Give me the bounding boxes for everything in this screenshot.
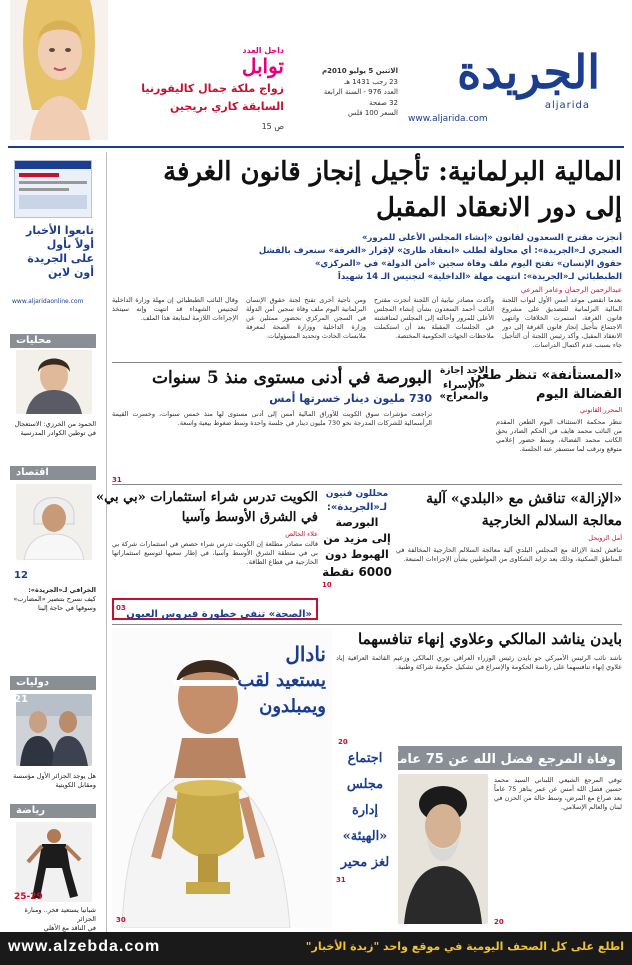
analysts-line3: البورصة: [335, 516, 379, 529]
footer-tagline: اطلع على كل الصحف اليومية في موقع واحد "زبدة الأخبار": [305, 940, 624, 953]
masthead-divider: [8, 146, 624, 148]
promo-photo: [10, 0, 108, 140]
story-removal-line2: معالجة السلالم الخارجية: [481, 513, 622, 529]
online-ad-line1: تابعوا الأخبار: [26, 224, 94, 237]
main-body-col4: وقال النائب الطبطبائي إن مهلة وزارة الداخلية لتجنيس الشهداء قد انتهت وإنه سيتخذ الإجراءات اللازمة لمتابعة هذا الملف.: [112, 296, 238, 322]
main-bullets: [112, 232, 622, 284]
main-headline[interactable]: [112, 154, 622, 226]
story-bourse-sub: 730 مليون دينار خسرتها أمس: [269, 392, 432, 405]
bullet-3[interactable]: حقوق الإنسان» تفتح اليوم ملف وفاة سجين «أمن الدولة» في «المركزي»: [314, 259, 622, 269]
meeting-line1: اجتماع: [347, 751, 383, 766]
local-caption: [10, 420, 96, 438]
nadal-line1: نادال: [285, 642, 326, 666]
international-caption-line1: هل يوجد الجزائر الأول مؤسسة: [13, 772, 96, 780]
meeting-page: 31: [336, 876, 346, 884]
woman-portrait-image: [10, 0, 108, 140]
promo-box[interactable]: [110, 44, 290, 138]
story-kuwait-bp-line2: في الشرق الأوسط وآسيا: [181, 510, 318, 525]
bullet-4[interactable]: الطبطبائي لـ«الجريدة»: انتهت مهلة «الداخلية» لتجنيس الـ 14 شهيداً: [337, 272, 622, 282]
main-body-col1: بعدما انقضى موعد أمس الأول لنواب اللجنة المالية البرلمانية للتصديق على مشروع قانون الغرفة، استمرت الخلافات وانتهى الاجتماع بتأجيل إنجاز قانون الغرفة إلى دور الانعقاد المقبل، وأكد رئيس اللجنة أن التأجيل جاء بسبب عدم اكتمال الدراسات.: [502, 296, 622, 349]
story-biden-text: ناشد نائب الرئيس الأميركي جو بايدن رئيس الوزراء العراقي نوري المالكي وزعيم القائمة العراقية إياد علاوي إنهاء تنافسهما على رئاسة الحكومة والإسراع في تشكيل حكومة شراكة وطنية.: [336, 654, 622, 671]
story-mustanafa-text: تنظر محكمة الاستئناف اليوم الطعن المقدم من النائب محمد هايف في الحكم الصادر بحق الكاتب محمد الفضالة، وسط حضور إعلامي متوقع وترقب لما ستسفر عنه الجلسة.: [496, 418, 622, 453]
story-analysts[interactable]: [322, 488, 392, 618]
promo-kicker: داخل العدد: [242, 46, 284, 55]
holiday-tag: الاحد إجازة: [439, 366, 489, 376]
local-photo: [16, 350, 92, 414]
economy-photo: [16, 484, 92, 560]
bullet-2[interactable]: العنجري لـ«الجريدة»: أي محاولة لطلب «انعقاد طارئ» لإقرار «الغرفة» سنعرف بالفشل: [258, 246, 622, 256]
story-mustanafa-line1: «المستأنفة» تنظر طعن: [470, 368, 622, 383]
holiday-line2: والمعراج»: [439, 391, 489, 402]
international-caption-line2: ومقابل الكويتية: [55, 781, 96, 789]
international-page-number: 21: [14, 694, 28, 705]
analysts-line2: لـ«الجريدة»:: [326, 502, 388, 513]
story-fadlallah-page: 20: [494, 918, 504, 926]
sidebar-divider: [106, 152, 107, 932]
date-gregorian: الاثنين 5 يوليو 2010م: [322, 67, 398, 75]
story-mustanafa-byline: المحرر القانوني: [580, 406, 622, 414]
sports-caption: [10, 906, 96, 933]
section-bar-local[interactable]: [10, 334, 96, 348]
online-ad-line3: على الجريدة: [27, 252, 94, 265]
businessman-image: [16, 484, 92, 560]
meeting-line4: «الهيئة»: [342, 829, 388, 844]
analysts-page: 10: [322, 581, 332, 589]
logo-latin: aljarida: [544, 100, 590, 111]
section-label-local: محليات: [16, 335, 52, 346]
promo-line2: السابقة كاري بريجين: [170, 100, 284, 113]
story-fadlallah-headline: وفاة المرجع فضل الله عن 75 عاماً: [394, 752, 616, 767]
lower-divider: [112, 624, 622, 625]
bullet-1[interactable]: أنجزت مقترح السعدون لقانون «إنشاء المجلس الأعلى للمرور»: [362, 233, 622, 243]
analysts-line4: إلى مزيد من: [323, 532, 391, 545]
sports-caption-line1: شبانيا يستعيد فخر.. ومنارة الجزائر: [24, 906, 96, 923]
footer-url[interactable]: www.alzebda.com: [8, 938, 161, 955]
story-biden-headline[interactable]: بايدن يناشد المالكي وعلاوي إنهاء تنافسهما: [358, 630, 622, 648]
nadal-caption: [236, 640, 326, 720]
local-caption-line2: في توطين الكوادر المدرسية: [20, 429, 96, 437]
story-bourse-text: تراجعت مؤشرات سوق الكويت للأوراق المالية أمس إلى أدنى مستوى لها منذ خمس سنوات، وخسرت القيمة الرأسمالية للشركات المدرجة نحو 730 مليون دينار في جلسة واحدة وسط ضغوط بيعية واسعة.: [112, 410, 432, 427]
economy-page-number: 12: [14, 570, 28, 581]
analysts-line6: 6000 نقطة: [322, 565, 392, 579]
online-ad[interactable]: [10, 158, 96, 308]
promo-magazine: توابل: [241, 54, 284, 78]
nadal-photo[interactable]: [112, 628, 332, 928]
meeting-line3: إدارة: [351, 803, 379, 818]
sidebar: [0, 150, 104, 930]
story-mustanafa[interactable]: [470, 366, 622, 478]
holiday-line1: «الإسراء: [443, 380, 485, 391]
masthead: [0, 0, 632, 150]
main-headline-line2: إلى دور الانعقاد المقبل: [375, 193, 622, 223]
economy-caption: [10, 586, 96, 613]
woman-official-image: [16, 350, 92, 414]
section-bar-international[interactable]: [10, 676, 96, 690]
promo-page: ص 15: [261, 122, 284, 131]
story-bourse-page: 31: [112, 476, 122, 484]
meeting-line5: لغز محير: [340, 855, 390, 870]
fadlallah-photo: [398, 774, 488, 924]
economy-caption-line3: وسوقها في حاجة إلينا: [38, 604, 96, 612]
online-ad-url[interactable]: www.aljaridaonline.com: [12, 298, 84, 305]
story-kuwait-bp-byline: علاء الخالص: [285, 530, 318, 538]
analysts-line1: محللون فنيون: [325, 489, 389, 499]
main-body-col3: ومن ناحية أخرى تفتح لجنة حقوق الإنسان البرلمانية اليوم ملف وفاة سجين أمن الدولة في السجن المركزي بحضور ممثلين عن وزارة الداخلية ووزارة الصحة لمعرفة ملابسات الحادث وتحديد المسؤوليات.: [246, 296, 366, 340]
issue-number: العدد 976 - السنة الرابعة: [323, 88, 398, 96]
story-mustanafa-line2: الفضالة اليوم: [536, 387, 622, 402]
story-health-page: 03: [116, 604, 126, 612]
sports-score: 25-29: [14, 892, 43, 902]
main-body-col2: وأكدت مصادر نيابية أن اللجنة أنجزت مقترح النائب أحمد السعدون بشأن إنشاء المجلس الأعلى للمرور وأحالته إلى المجلس لمناقشته في الجلسات المقبلة بعد أن استكملت ملاحظات الجهات الحكومية المختصة.: [374, 296, 494, 340]
website-url[interactable]: www.aljarida.com: [408, 114, 488, 124]
nadal-page: 30: [116, 916, 126, 924]
nadal-line3: ويمبلدون: [259, 696, 326, 717]
promo-line1: زواج ملكة جمال كاليفورنيا: [141, 82, 284, 95]
international-caption: [10, 772, 96, 790]
section-label-international: دوليات: [16, 677, 49, 688]
sports-photo: [16, 822, 92, 902]
main-divider: [112, 362, 622, 363]
online-ad-line4: أون لاين: [47, 266, 94, 279]
issue-info: [300, 66, 398, 119]
story-bourse-headline[interactable]: البورصة في أدنى مستوى منذ 5 سنوات: [152, 368, 432, 388]
main-body: [112, 296, 622, 360]
online-ad-line2: أولاً بأول: [46, 238, 94, 251]
main-headline-line1: المالية البرلمانية: تأجيل إنجاز قانون الغرفة: [163, 157, 622, 187]
logo-arabic: الجريدة: [457, 45, 600, 99]
footer-bar[interactable]: [0, 932, 632, 965]
holiday-box: [436, 366, 492, 402]
economy-caption-line2: كيف نسرح بتنصير «المضارب»: [13, 595, 96, 603]
section-bar-sports[interactable]: [10, 804, 96, 818]
story-fadlallah-text: توفي المرجع الشيعي اللبناني السيد محمد حسين فضل الله أمس عن عمر يناهز 75 عاماً بعد صراع مع المرض، وسط حالة من الحزن في لبنان والعالم الإسلامي.: [494, 776, 622, 811]
story-fadlallah-bar[interactable]: [394, 746, 622, 770]
local-caption-line1: الحمود من الخرزي: الاستعجال: [14, 420, 96, 428]
online-ad-screenshot: [14, 160, 92, 218]
story-removal[interactable]: [396, 488, 622, 542]
cleric-portrait-image: [398, 774, 488, 924]
price: السعر 100 فلس: [348, 109, 398, 117]
section-label-economy: اقتصاد: [16, 467, 49, 478]
story-removal-byline: أمل الرويحل: [588, 534, 622, 542]
story-removal-line1: «الإزالة» تناقش مع «البلدي» آلية: [426, 491, 622, 507]
story-kuwait-bp[interactable]: [96, 488, 318, 538]
nadal-line2: يستعيد لقب: [237, 670, 326, 691]
story-kuwait-bp-line1: الكويت تدرس شراء استثمارات «بي بي»: [96, 490, 318, 505]
meeting-line2: مجلس: [346, 777, 384, 792]
economy-caption-line1: الخرافي لـ«الجريدة»:: [28, 586, 96, 594]
section-bar-economy[interactable]: [10, 466, 96, 480]
middle-divider: [112, 484, 622, 485]
story-biden-page: 20: [338, 738, 348, 746]
story-meeting[interactable]: [336, 746, 394, 926]
story-health-headline: «الصحة» تنفي خطورة فيروس العيون: [126, 609, 312, 620]
page-count: 32 صفحة: [369, 98, 398, 107]
main-byline: عبدالرحمن الرحمان وعامر المرعي: [520, 286, 622, 294]
section-label-sports: رياضة: [16, 805, 45, 816]
story-health[interactable]: [112, 598, 318, 620]
analysts-line5: الهبوط دون: [325, 548, 389, 561]
story-kuwait-bp-text: قالت مصادر مطلعة إن الكويت تدرس شراء حصص في استثمارات شركة بي بي في منطقة الشرق الأوسط وآسيا، في إطار سعيها لتوسيع استثماراتها الخارجية في قطاع الطاقة.: [112, 540, 318, 566]
football-player-image: [16, 822, 92, 902]
date-hijri: 23 رجب 1431 هـ: [344, 77, 398, 86]
story-removal-text: تناقش لجنة الإزالة مع المجلس البلدي آلية معالجة السلالم الخارجية المخالفة في المناطق السكنية، وذلك بعد تزايد الشكاوى من المواطنين بشأن الإجراءات المتبعة.: [396, 546, 622, 563]
sports-caption-line2: في الناقد مع الأهلي: [43, 924, 96, 932]
